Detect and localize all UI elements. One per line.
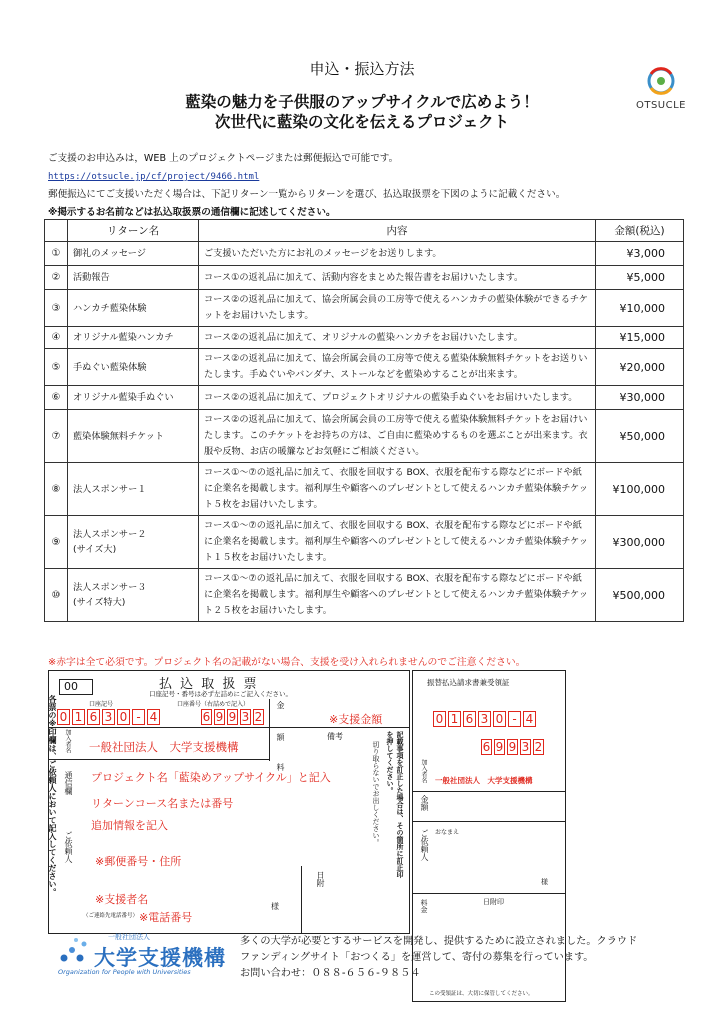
payment-slip [48, 670, 410, 934]
return-course-instruction: リターンコース名または番号 [91, 797, 234, 810]
label-sama: 様 [271, 902, 279, 911]
row-amount: ¥5,000 [596, 266, 684, 290]
label-payee: 加入者名 [64, 729, 71, 753]
row-number: ⑩ [45, 569, 68, 622]
receipt-label-payee: 加入者名 [420, 759, 427, 783]
row-return-name: 活動報告 [68, 266, 199, 290]
table-row [45, 242, 684, 266]
header-num [45, 220, 68, 242]
table-row [45, 290, 684, 327]
account-digit: - [132, 709, 145, 725]
row-return-name: 手ぬぐい藍染体験 [68, 349, 199, 386]
row-return-name: 御礼のメッセージ [68, 242, 199, 266]
receipt-label-fee: 料金 [420, 899, 428, 913]
table-row [45, 463, 684, 516]
footer-text [240, 934, 680, 982]
account-digit: 1 [448, 711, 461, 727]
row-amount: ¥15,000 [596, 327, 684, 349]
row-description: コース②の返礼品に加えて、協会所属会員の工房等で使える藍染体験無料チケットをお送りいたします。手ぬぐいやバンダナ、ストールなどを藍染めすることが出来ます。 [199, 349, 596, 386]
receipt-label-sama: 様 [541, 878, 548, 886]
footer [48, 930, 688, 998]
table-row [45, 386, 684, 410]
amount-required: ※支援金額 [329, 713, 383, 726]
header-desc: 内容 [199, 220, 596, 242]
label-kin: 金 [276, 701, 285, 709]
org-logo [58, 936, 92, 970]
account-digit: 9 [228, 710, 237, 724]
table-row [45, 266, 684, 290]
org-name: 大学支援機構 [94, 946, 226, 970]
row-return-name: 法人スポンサー１ [68, 463, 199, 516]
label-gaku: 額 [276, 733, 285, 741]
table-header-row [45, 220, 684, 242]
row-amount: ¥3,000 [596, 242, 684, 266]
account-digit: - [508, 711, 521, 727]
headline-line-2: 次世代に藍染の文化を伝えるプロジェクト [214, 113, 510, 131]
slip-note: 口座記号・番号は必ず左詰めにご記入ください。 [149, 690, 292, 698]
side-note-left: 各票の※印欄は、ご依頼人において記入してください。 [48, 695, 57, 896]
row-number: ⑧ [45, 463, 68, 516]
row-number: ⑨ [45, 516, 68, 569]
account-digit: 9 [215, 710, 224, 724]
row-return-name: 藍染体験無料チケット [68, 410, 199, 463]
table-row [45, 349, 684, 386]
row-description: コース②の返礼品に加えて、プロジェクトオリジナルの藍染手ぬぐいをお届けいたします。 [199, 386, 596, 410]
label-date: 日附 [316, 871, 325, 887]
row-description: ご支援いただいた方にお礼のメッセージをお送りします。 [199, 242, 596, 266]
receipt-title: 振替払込請求書兼受領証 [427, 678, 510, 687]
intro-line-1: ご支援のお申込みは，WEB 上のプロジェクトページまたは郵便振込で可能です。 [48, 153, 399, 164]
account-digit: 2 [534, 740, 543, 754]
row-number: ① [45, 242, 68, 266]
footer-text-2: ファンディングサイト「おつくる」を運営して、寄付の募集を行っています。 [240, 952, 594, 963]
row-number: ⑥ [45, 386, 68, 410]
account-digit: 3 [241, 710, 250, 724]
org-subtitle: Organization for People with Universities [58, 968, 191, 976]
side-note-right: 記載事項を訂正した場合は、その箇所に訂正印を押してください。 [386, 731, 404, 878]
headline-line-1: 藍染の魅力を子供服のアップサイクルで広めよう！ [185, 93, 539, 111]
table-row [45, 327, 684, 349]
account-digit: 6 [463, 711, 476, 727]
row-description: コース①～⑦の返礼品に加えて、衣服を回収する BOX、衣服を配布する際などにボードや紙に企業名を掲載します。福利厚生や顧客へのプレゼントとして使えるハンカチ藍染体験チケット１５枚をお届けいたします。 [199, 516, 596, 569]
logo-text: OTSUCLE [635, 100, 687, 111]
account-digit: 0 [57, 709, 70, 725]
header-name: リターン名 [68, 220, 199, 242]
table-row [45, 516, 684, 569]
label-phone: （ご連絡先電話番号） [83, 913, 139, 919]
side-note-middle: 切り取らないでお出しください。 [372, 741, 380, 846]
receipt-label-requester: ご依頼人 [420, 829, 429, 861]
slip-code: 00 [59, 679, 93, 695]
row-amount: ¥20,000 [596, 349, 684, 386]
row-amount: ¥30,000 [596, 386, 684, 410]
page-title: 申込・振込方法 [309, 60, 415, 78]
label-ryou: 料 [276, 763, 285, 771]
row-number: ⑦ [45, 410, 68, 463]
required-warning: ※赤字は全て必須です。プロジェクト名の記載がない場合、支援を受け入れられませんのでご注意ください。 [48, 657, 526, 668]
row-return-name: ハンカチ藍染体験 [68, 290, 199, 327]
row-number: ③ [45, 290, 68, 327]
header-amount: 金額(税込) [596, 220, 684, 242]
slip-title: 払 込 取 扱 票 [159, 677, 259, 692]
org-logo-icon [58, 936, 92, 966]
label-bikou: 備考 [327, 732, 343, 741]
account-digit: 3 [478, 711, 491, 727]
row-description: コース②の返礼品に加えて、オリジナルの藍染ハンカチをお届けいたします。 [199, 327, 596, 349]
row-amount: ¥10,000 [596, 290, 684, 327]
row-description: コース①の返礼品に加えて、活動内容をまとめた報告書をお届けいたします。 [199, 266, 596, 290]
intro-line-2: 郵便振込にてご支援いただく場合は、下記リターン一覧からリターンを選び、払込取扱票を下図のように記載ください。 [48, 189, 566, 200]
footer-text-1: 多くの大学が必要とするサービスを開発し、提供するために設立されました。クラウド [240, 936, 638, 947]
account-digit: 3 [521, 740, 530, 754]
table-row [45, 569, 684, 622]
account-digit: 0 [493, 711, 506, 727]
account-digit: 9 [495, 740, 504, 754]
row-description: コース②の返礼品に加えて、協会所属会員の工房等で使えるハンカチの藍染体験ができるチケットをお届けいたします。 [199, 290, 596, 327]
label-comm: 通信欄 [64, 771, 73, 795]
account-digit: 1 [72, 709, 85, 725]
account-digit: 0 [433, 711, 446, 727]
account-digit: 4 [523, 711, 536, 727]
footer-contact: お問い合わせ：０８８-６５６-９８５４ [240, 968, 421, 979]
supporter-name-instruction: ※支援者名 [95, 893, 149, 906]
receipt-label-onamae: おなまえ [435, 829, 460, 836]
phone-instruction: ※電話番号 [139, 911, 193, 924]
account-digit: 0 [117, 709, 130, 725]
project-url-link[interactable]: https://otsucle.jp/cf/project/9466.html [48, 172, 260, 182]
receipt-label-date: 日附印 [483, 898, 504, 906]
row-number: ⑤ [45, 349, 68, 386]
account-digit: 2 [254, 710, 263, 724]
account-digit: 6 [202, 710, 211, 724]
intro-line-3: ※掲示するお名前などは払込取扱票の通信欄に記述してください。 [48, 207, 336, 218]
otsucle-logo-icon [642, 64, 680, 98]
row-description: コース②の返礼品に加えて、協会所属会員の工房等で使える藍染体験無料チケットをお届けいたします。このチケットをお持ちの方は、ご自由に藍染めするものを選ぶことが出来ます。衣服や反物、お店の暖簾などお気軽にご相談ください。 [199, 410, 596, 463]
payee-name: 一般社団法人 大学支援機構 [89, 740, 239, 754]
row-description: コース①～⑦の返礼品に加えて、衣服を回収する BOX、衣服を配布する際などにボードや紙に企業名を掲載します。福利厚生や顧客へのプレゼントとして使えるハンカチ藍染体験チケット２５枚をお届けいたします。 [199, 569, 596, 622]
project-name-instruction: プロジェクト名「藍染めアップサイクル」と記入 [91, 771, 331, 784]
receipt-footnote: この受領証は、大切に保管してください。 [429, 991, 534, 997]
org-type: 一般社団法人 [108, 933, 150, 941]
receipt-payee: 一般社団法人 大学支援機構 [435, 776, 533, 785]
row-return-name: オリジナル藍染ハンカチ [68, 327, 199, 349]
row-number: ② [45, 266, 68, 290]
row-amount: ¥300,000 [596, 516, 684, 569]
row-description: コース①～⑦の返礼品に加えて、衣服を回収する BOX、衣服を配布する際などにボードや紙に企業名を掲載します。福利厚生や顧客へのプレゼントとして使えるハンカチ藍染体験チケット５枚をお届けいたします。 [199, 463, 596, 516]
otsucle-logo [632, 64, 690, 111]
row-number: ④ [45, 327, 68, 349]
account-digit: 4 [147, 709, 160, 725]
table-row [45, 410, 684, 463]
extra-info-instruction: 追加情報を記入 [91, 819, 168, 832]
row-amount: ¥100,000 [596, 463, 684, 516]
row-amount: ¥50,000 [596, 410, 684, 463]
label-requester: ご依頼人 [64, 831, 73, 863]
receipt-label-kin: 金額 [420, 795, 429, 811]
account-digit: 6 [482, 740, 491, 754]
address-instruction: ※郵便番号・住所 [95, 855, 182, 868]
account-digit: 9 [508, 740, 517, 754]
headline [0, 92, 724, 132]
row-return-name: 法人スポンサー２ (サイズ大) [68, 516, 199, 569]
row-return-name: オリジナル藍染手ぬぐい [68, 386, 199, 410]
label-symbol: 口座記号 [89, 701, 114, 708]
account-digit: 6 [87, 709, 100, 725]
label-number: 口座番号（右詰めで記入） [177, 701, 250, 708]
row-amount: ¥500,000 [596, 569, 684, 622]
account-digit: 3 [102, 709, 115, 725]
row-return-name: 法人スポンサー３ (サイズ特大) [68, 569, 199, 622]
returns-table [44, 219, 684, 622]
intro [48, 150, 688, 222]
